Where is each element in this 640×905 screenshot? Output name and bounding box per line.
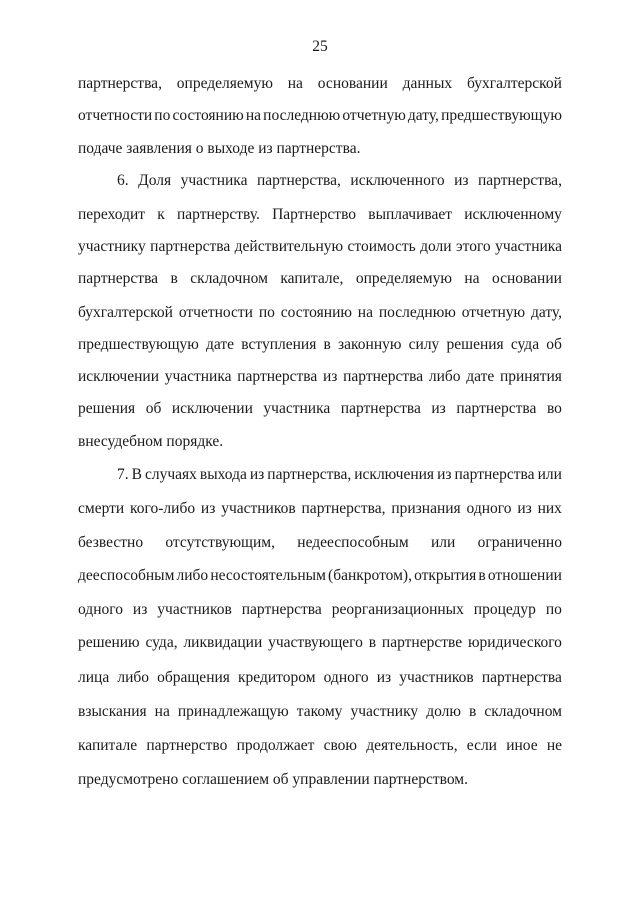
- word: Партнерство: [272, 206, 357, 223]
- word: недееспособным: [297, 534, 409, 551]
- word: отношении: [487, 567, 562, 584]
- word: из: [431, 400, 446, 417]
- word: не: [546, 737, 562, 754]
- word: партнерства: [340, 400, 421, 417]
- word: капитале: [78, 737, 138, 754]
- word: дееспособным: [78, 567, 175, 584]
- word: законную: [338, 336, 402, 353]
- word: этого: [455, 238, 491, 255]
- word: на: [464, 270, 480, 287]
- word: определяемую: [355, 270, 452, 287]
- word: партнерства,: [256, 172, 341, 189]
- word: по: [154, 107, 171, 124]
- text-line-22: [78, 771, 468, 789]
- word: или: [537, 466, 562, 483]
- word: 7.: [117, 466, 129, 483]
- text-line-2: [78, 107, 562, 125]
- word: решения: [78, 400, 136, 417]
- word: отчетную: [342, 107, 406, 124]
- word: из: [517, 500, 532, 517]
- word: капитале,: [280, 270, 344, 287]
- word: складочном: [190, 270, 268, 287]
- word: решению: [78, 634, 140, 651]
- word: из: [249, 466, 265, 483]
- word: суда: [510, 336, 540, 353]
- word: ограниченно: [477, 534, 562, 551]
- word: одного: [323, 669, 369, 686]
- word: подаче заявления о выходе из партнерства.: [78, 140, 361, 157]
- word: в: [323, 336, 331, 353]
- text-line-4: [117, 172, 562, 190]
- word: исключенного: [350, 172, 445, 189]
- word: либо: [176, 567, 209, 584]
- word: отсутствующим,: [165, 534, 275, 551]
- word: исключении: [78, 368, 159, 385]
- word: принадлежащую: [177, 703, 289, 720]
- word: лица: [78, 669, 110, 686]
- word: участника: [495, 238, 562, 255]
- word: исключения: [354, 466, 435, 483]
- word: Доля: [138, 172, 172, 189]
- word: партнерства: [78, 270, 159, 287]
- word: силу: [408, 336, 440, 353]
- word: переходит: [78, 206, 146, 223]
- text-line-20: [78, 703, 562, 721]
- word: такому: [296, 703, 343, 720]
- word: из: [200, 500, 216, 517]
- text-line-3: [78, 140, 360, 158]
- word: партнерства,: [478, 172, 562, 189]
- word: партнерстве: [381, 634, 463, 651]
- word: из: [437, 466, 452, 483]
- word: основании: [492, 270, 562, 287]
- word: партнерства: [456, 400, 537, 417]
- word: выплачивает: [368, 206, 453, 223]
- text-line-6: [78, 238, 562, 256]
- word: на: [287, 75, 303, 92]
- word: доли: [420, 238, 452, 255]
- word: безвестно: [78, 534, 144, 551]
- word: (банкротом),: [328, 567, 412, 584]
- word: исключении: [171, 400, 253, 417]
- word: об: [546, 336, 562, 353]
- word: стоимость: [347, 238, 416, 255]
- word: партнерства: [481, 669, 562, 686]
- word: одного: [78, 601, 123, 618]
- word: партнерству.: [176, 206, 260, 223]
- text-line-13: [117, 466, 562, 484]
- text-line-11: [78, 400, 562, 418]
- word: если: [466, 737, 497, 754]
- word: взыскания: [78, 703, 147, 720]
- word: основании: [317, 75, 388, 92]
- word: бухгалтерской: [78, 304, 173, 321]
- word: выхода: [199, 466, 247, 483]
- word: партнерства: [343, 368, 424, 385]
- word: одного: [466, 500, 512, 517]
- word: из: [322, 368, 338, 385]
- word: последнюю: [378, 304, 456, 321]
- word: партнерства: [454, 466, 535, 483]
- word: свою: [323, 737, 357, 754]
- word: состоянию: [172, 107, 244, 124]
- word: определяемую: [176, 75, 273, 92]
- text-line-17: [78, 601, 562, 619]
- word: участников: [221, 500, 296, 517]
- word: действительную: [234, 238, 344, 255]
- word: принятия: [499, 368, 562, 385]
- word: вступления: [241, 336, 317, 353]
- word: дату,: [407, 107, 439, 124]
- word: продолжает: [236, 737, 315, 754]
- word: предшествующую: [441, 107, 562, 124]
- word: в: [468, 703, 477, 720]
- page-number: 25: [312, 38, 328, 55]
- word: состоянию: [280, 304, 352, 321]
- word: на: [245, 107, 262, 124]
- word: складочном: [484, 703, 562, 720]
- text-line-10: [78, 368, 562, 386]
- text-line-18: [78, 634, 562, 652]
- word: участника: [180, 172, 248, 189]
- word: или: [430, 534, 456, 551]
- word: дату,: [530, 304, 562, 321]
- word: В: [131, 466, 142, 483]
- word: обращения: [157, 669, 230, 686]
- word: в: [478, 567, 486, 584]
- word: иное: [506, 737, 538, 754]
- word: предусмотрено соглашением об управлении партнерством.: [78, 771, 468, 788]
- word: партнерство: [146, 737, 228, 754]
- word: партнерства: [150, 238, 231, 255]
- text-line-12: [78, 433, 223, 451]
- word: деятельность,: [366, 737, 458, 754]
- word: к: [157, 206, 165, 223]
- word: смерти: [78, 500, 125, 517]
- text-line-7: [78, 270, 562, 288]
- word: долю: [426, 703, 461, 720]
- text-line-14: [78, 500, 562, 518]
- word: на: [154, 703, 170, 720]
- word: в: [368, 634, 377, 651]
- text-line-8: [78, 304, 562, 322]
- text-line-9: [78, 336, 562, 354]
- text-line-16: [78, 567, 562, 585]
- word: участнику: [78, 238, 146, 255]
- word: по: [545, 601, 562, 618]
- word: либо: [117, 669, 149, 686]
- word: 6.: [117, 172, 129, 189]
- word: из: [454, 172, 469, 189]
- word: предшествующую: [78, 336, 199, 353]
- text-line-5: [78, 206, 562, 224]
- word: решения: [446, 336, 504, 353]
- text-line-1: [78, 75, 562, 93]
- word: суда,: [145, 634, 178, 651]
- word: внесудебном порядке.: [78, 433, 224, 450]
- word: по: [258, 304, 275, 321]
- word: кого-либо: [130, 500, 196, 517]
- word: партнерства,: [267, 466, 352, 483]
- word: последнюю: [263, 107, 341, 124]
- text-line-15: [78, 534, 562, 552]
- word: отчетную: [461, 304, 526, 321]
- word: кредитором: [238, 669, 316, 686]
- word: из: [132, 601, 148, 618]
- word: партнерства,: [301, 500, 386, 517]
- word: участников: [399, 669, 474, 686]
- word: участвующего: [268, 634, 363, 651]
- word: реорганизационных: [331, 601, 464, 618]
- word: процедур: [473, 601, 536, 618]
- word: отчетности: [78, 107, 153, 124]
- word: юридического: [467, 634, 562, 651]
- word: во: [546, 400, 562, 417]
- word: участнику: [350, 703, 419, 720]
- word: партнерства: [241, 601, 322, 618]
- word: данных: [402, 75, 453, 92]
- text-line-19: [78, 669, 562, 687]
- word: участников: [157, 601, 232, 618]
- word: участника: [263, 400, 331, 417]
- word: бухгалтерской: [466, 75, 562, 92]
- word: дате: [466, 368, 495, 385]
- word: в: [170, 270, 178, 287]
- word: признания: [391, 500, 461, 517]
- word: отчетности: [178, 304, 253, 321]
- word: дате: [206, 336, 235, 353]
- word: участника: [164, 368, 232, 385]
- word: открытия: [414, 567, 477, 584]
- word: партнерства,: [78, 75, 162, 92]
- word: ликвидации: [183, 634, 263, 651]
- word: из: [376, 669, 392, 686]
- word: несостоятельным: [210, 567, 326, 584]
- word: либо: [428, 368, 461, 385]
- word: на: [357, 304, 373, 321]
- word: об: [145, 400, 162, 417]
- word: случаях: [144, 466, 197, 483]
- word: них: [537, 500, 562, 517]
- word: исключенному: [464, 206, 562, 223]
- text-line-21: [78, 737, 562, 755]
- word: партнерства: [237, 368, 318, 385]
